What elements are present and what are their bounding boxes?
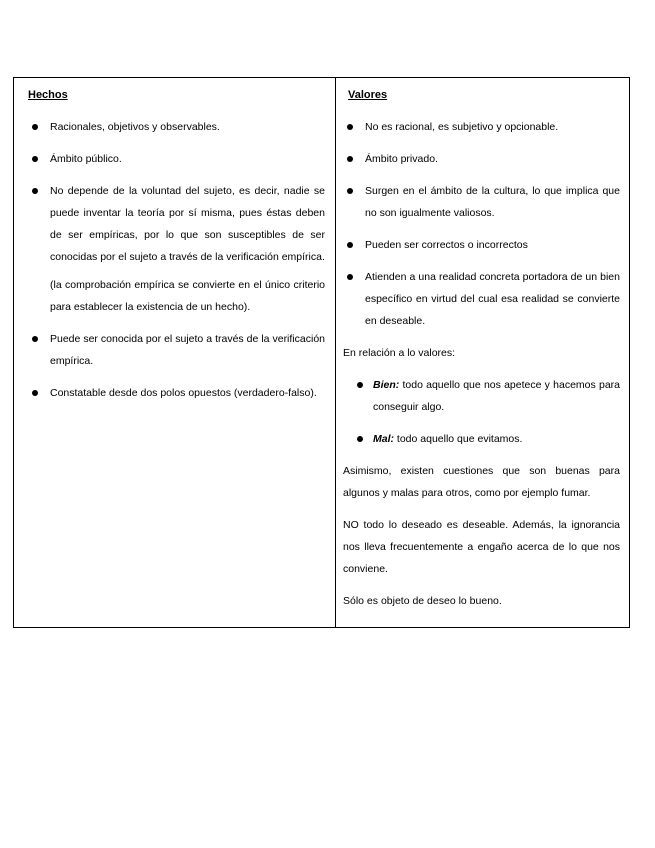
list-item [343,116,620,138]
bullet-icon [347,242,353,248]
list-item [343,180,620,224]
term-label: Mal: [373,433,394,445]
list-item [343,266,620,332]
bullet-icon [347,274,353,280]
bullet-icon [347,124,353,130]
list-item-text: Surgen en el ámbito de la cultura, lo que implica que no son igualmente valiosos. [365,185,620,219]
term-item [343,428,620,450]
hechos-list-continued [28,328,325,404]
list-item-text: Pueden ser correctos o incorrectos [365,239,528,251]
bullet-icon [32,188,38,194]
hechos-heading: Hechos [28,89,68,101]
valores-list [343,116,620,332]
list-item-text: Ámbito privado. [365,153,438,165]
bullet-icon [32,124,38,130]
term-text: todo aquello que evitamos. [394,433,523,445]
list-item [28,328,325,372]
list-item-text: Ámbito público. [50,153,122,165]
list-item [28,148,325,170]
hechos-list [28,116,325,268]
list-item [343,234,620,256]
list-item [28,180,325,268]
list-item-text: Puede ser conocida por el sujeto a través de la verificación empírica. [50,333,325,367]
bullet-icon [347,156,353,162]
list-item [28,382,325,404]
hechos-note: (la comprobación empírica se convierte en el único criterio para establecer la existencia de un hecho). [50,279,325,313]
comparison-table [13,77,630,628]
list-item [28,116,325,138]
list-item-text: Atienden a una realidad concreta portadora de un bien específico en virtud del cual esa realidad se convierte en deseable. [365,271,620,327]
valores-heading: Valores [348,89,388,101]
bullet-icon [357,436,363,442]
valores-column [336,78,630,627]
paragraph: NO todo lo deseado es deseable. Además, la ignorancia nos lleva frecuentemente a engaño acerca de lo que nos conviene. [343,519,620,575]
term-text: todo aquello que nos apetece y hacemos para conseguir algo. [373,379,620,413]
relation-intro: En relación a lo valores: [343,347,456,359]
bullet-icon [347,188,353,194]
bullet-icon [32,336,38,342]
term-label: Bien: [373,379,400,391]
list-item [343,148,620,170]
list-item-text: No es racional, es subjetivo y opcionable. [365,121,559,133]
bullet-icon [32,390,38,396]
hechos-column [14,78,335,627]
list-item-text: Racionales, objetivos y observables. [50,121,220,133]
term-item [343,374,620,418]
paragraph: Sólo es objeto de deseo lo bueno. [343,595,502,607]
bullet-icon [32,156,38,162]
paragraph: Asimismo, existen cuestiones que son buenas para algunos y malas para otros, como por ejemplo fumar. [343,465,620,499]
terms-list [343,374,620,450]
list-item-text: No depende de la voluntad del sujeto, es decir, nadie se puede inventar la teoría por sí misma, pues éstas deben de ser empíricas, por lo que son susceptibles de ser conocidas por el sujeto a través de la verificación empírica. [50,185,325,263]
list-item-text: Constatable desde dos polos opuestos (verdadero-falso). [50,387,317,399]
bullet-icon [357,382,363,388]
